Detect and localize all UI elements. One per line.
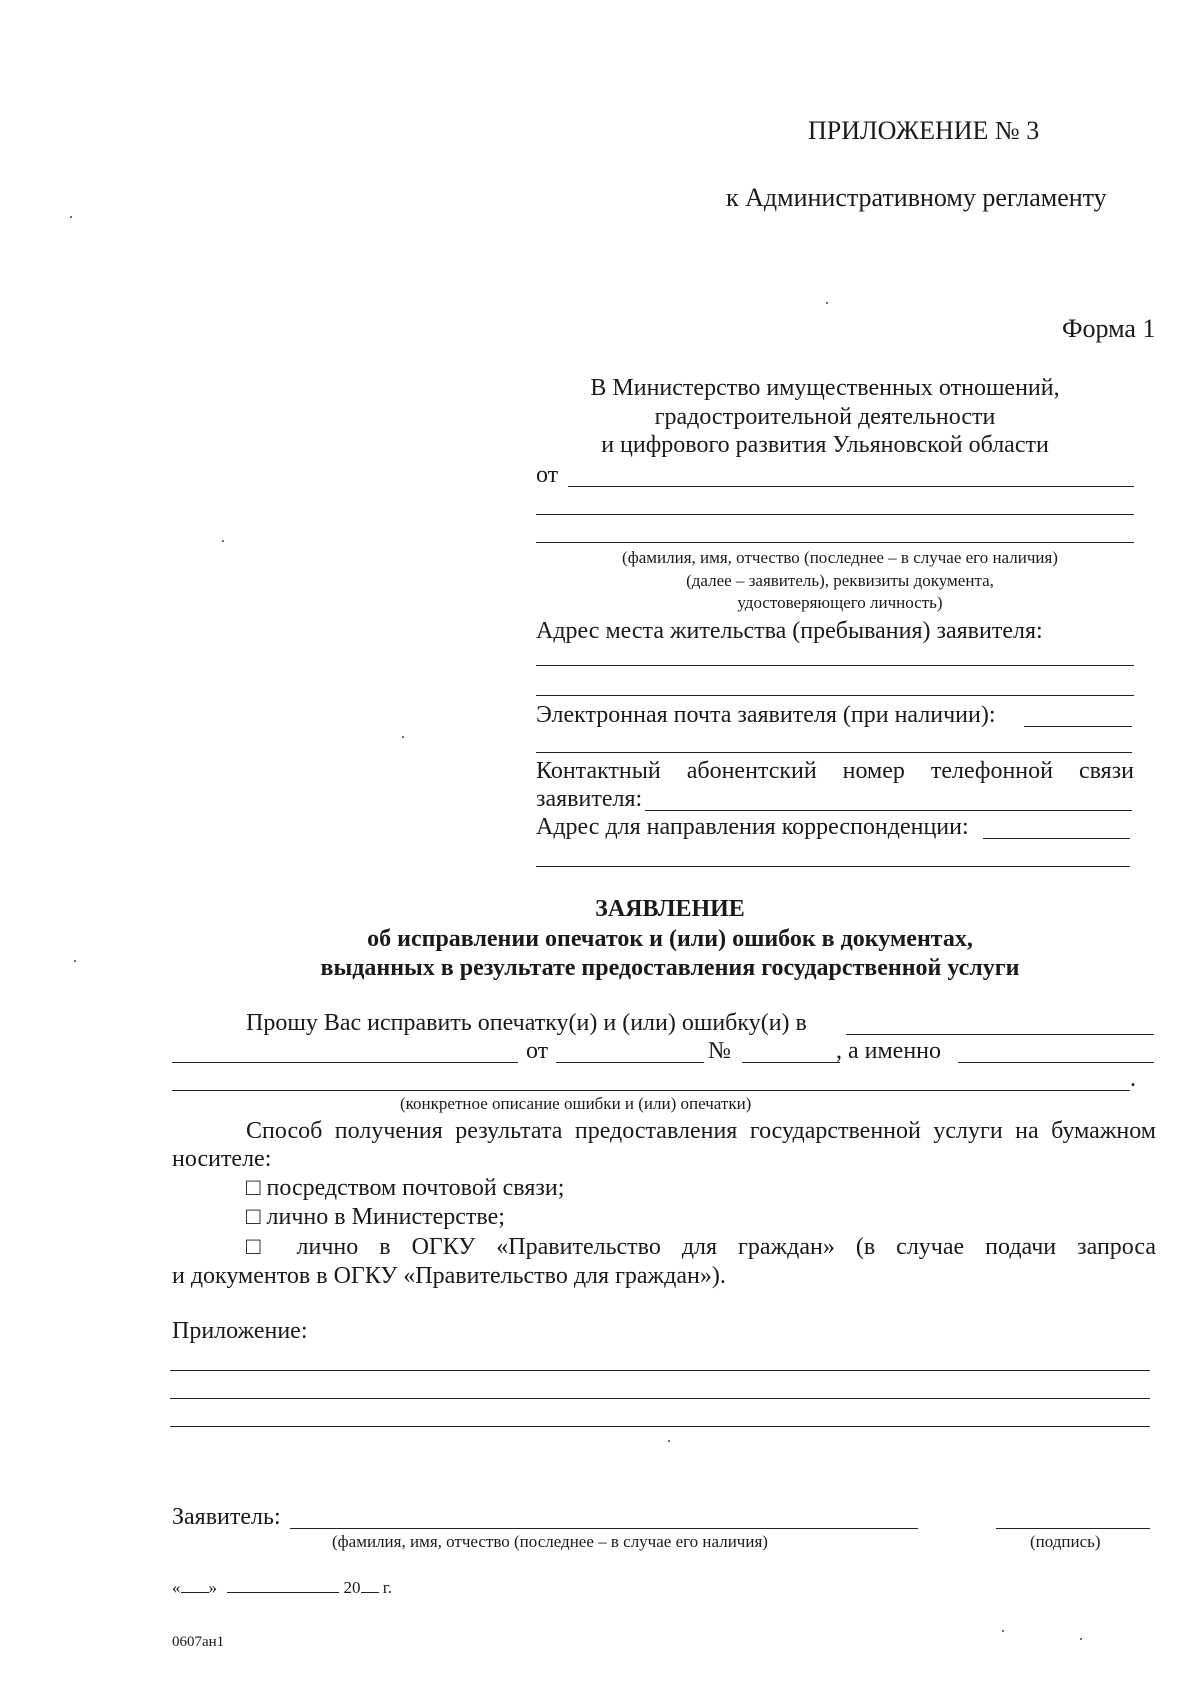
email-field-2[interactable] xyxy=(536,752,1132,753)
correspondence-field-2[interactable] xyxy=(536,866,1130,867)
signature-hint: (подпись) xyxy=(1030,1532,1101,1551)
date-line xyxy=(172,1576,392,1598)
form-number: Форма 1 xyxy=(1062,314,1156,343)
year-suffix: г. xyxy=(382,1578,393,1597)
attachment-field-3[interactable] xyxy=(170,1426,1150,1427)
document-date-field[interactable] xyxy=(556,1062,704,1063)
method-line-1: Способ получения результата предоставления государственной услуги на бумажном xyxy=(246,1118,1156,1144)
from-word: от xyxy=(526,1038,549,1064)
email-label: Электронная почта заявителя (при наличии): xyxy=(536,702,996,728)
request-text: Прошу Вас исправить опечатку(и) и (или) ошибку(и) в xyxy=(246,1010,807,1036)
name-hint: (фамилия, имя, отчество (последнее – в случае его наличия) xyxy=(332,1532,768,1551)
applicant-name-field[interactable] xyxy=(568,486,1134,487)
attachments-label: Приложение: xyxy=(172,1318,308,1344)
regulation-reference: к Административному регламенту xyxy=(726,183,1107,212)
error-description-field[interactable] xyxy=(958,1062,1154,1063)
applicant-name-field-3[interactable] xyxy=(536,542,1134,543)
description-period: . xyxy=(1130,1066,1136,1092)
scan-speck xyxy=(1002,1630,1004,1632)
residence-label: Адрес места жительства (пребывания) заявителя: xyxy=(536,618,1043,644)
scan-speck xyxy=(222,540,224,542)
appendix-number: ПРИЛОЖЕНИЕ № 3 xyxy=(808,116,1040,145)
statement-title: ЗАЯВЛЕНИЕ xyxy=(595,896,745,922)
document-code: 0607ан1 xyxy=(172,1634,225,1650)
year-prefix: 20 xyxy=(343,1578,361,1597)
checkbox-icon[interactable]: □ xyxy=(246,1175,261,1201)
applicant-name-field-2[interactable] xyxy=(536,514,1134,515)
scan-speck xyxy=(402,736,404,738)
phone-label-line-1: Контактный абонентский номер телефонной связи xyxy=(536,758,1134,784)
from-label: от xyxy=(536,462,559,488)
namely-text: , а именно xyxy=(836,1038,942,1064)
date-close-quote: » xyxy=(208,1578,217,1597)
option-ogku-label: лично в ОГКУ «Правительство для граждан» (в случае подачи запроса xyxy=(296,1234,1156,1260)
date-open-quote: « xyxy=(172,1578,181,1597)
scan-speck xyxy=(74,960,76,962)
document-name-field[interactable] xyxy=(846,1034,1154,1035)
addressee-line-2: градостроительной деятельности xyxy=(654,404,996,430)
applicant-hint-2: (далее – заявитель), реквизиты документа, xyxy=(686,571,994,590)
document-name-field-2[interactable] xyxy=(172,1062,518,1063)
statement-subtitle-1: об исправлении опечаток и (или) ошибок в документах, xyxy=(367,926,973,952)
signature-field[interactable] xyxy=(996,1528,1150,1529)
applicant-hint-1: (фамилия, имя, отчество (последнее – в случае его наличия) xyxy=(622,548,1058,567)
scan-speck xyxy=(70,216,72,218)
phone-label-line-2: заявителя: xyxy=(536,786,643,812)
phone-field[interactable] xyxy=(645,810,1132,811)
applicant-signature-name-field[interactable] xyxy=(290,1528,918,1529)
scan-speck xyxy=(668,1440,670,1442)
addressee-line-1: В Министерство имущественных отношений, xyxy=(590,375,1060,401)
addressee-line-3: и цифрового развития Ульяновской области xyxy=(601,432,1049,458)
correspondence-field[interactable] xyxy=(983,838,1130,839)
correspondence-label: Адрес для направления корреспонденции: xyxy=(536,814,969,840)
residence-field[interactable] xyxy=(536,665,1134,666)
attachment-field-2[interactable] xyxy=(170,1398,1150,1399)
scan-speck xyxy=(826,302,828,304)
error-description-field-2[interactable] xyxy=(172,1090,1130,1091)
option-ogku-line-2: и документов в ОГКУ «Правительство для граждан»). xyxy=(172,1263,726,1289)
option-postal[interactable] xyxy=(246,1175,564,1202)
document-number-field[interactable] xyxy=(742,1062,840,1063)
description-hint: (конкретное описание ошибки и (или) опечатки) xyxy=(400,1094,752,1113)
checkbox-icon[interactable]: □ xyxy=(246,1234,276,1260)
option-ministry[interactable] xyxy=(246,1204,505,1231)
day-field[interactable] xyxy=(181,1576,209,1593)
attachment-field-1[interactable] xyxy=(170,1370,1150,1371)
year-field[interactable] xyxy=(361,1576,379,1593)
scan-speck xyxy=(1080,1638,1082,1640)
residence-field-2[interactable] xyxy=(536,695,1134,696)
method-line-2: носителе: xyxy=(172,1146,272,1172)
statement-subtitle-2: выданных в результате предоставления государственной услуги xyxy=(320,955,1020,981)
applicant-hint-3: удостоверяющего личность) xyxy=(737,593,943,612)
applicant-label: Заявитель: xyxy=(172,1504,281,1530)
option-ogku[interactable] xyxy=(246,1234,1156,1261)
option-postal-label: посредством почтовой связи; xyxy=(266,1175,565,1201)
month-field[interactable] xyxy=(227,1576,339,1593)
checkbox-icon[interactable]: □ xyxy=(246,1204,261,1230)
number-sign: № xyxy=(708,1038,731,1064)
option-ministry-label: лично в Министерстве; xyxy=(266,1204,505,1230)
email-field[interactable] xyxy=(1024,726,1132,727)
